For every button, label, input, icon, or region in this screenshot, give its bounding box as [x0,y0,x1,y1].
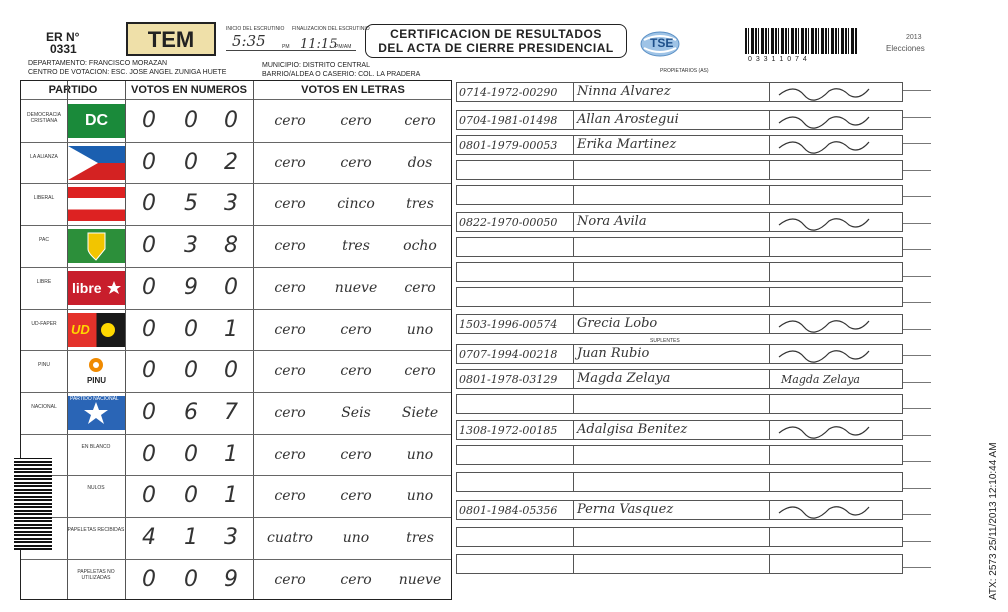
member-signature-cell [769,136,902,154]
barrio: BARRIO/ALDEA O CASERIO: COL. LA PRADERA [262,71,421,78]
vote-word: cero [340,363,372,380]
member-name: Magda Zelaya [577,371,671,386]
member-signature-cell [769,345,902,363]
results-table [20,80,452,600]
vote-word: cero [274,571,306,588]
row-rule [21,267,451,268]
member-id: 0707-1994-00218 [459,348,558,361]
vote-digit: 0 [142,191,156,217]
member-signature-cell [769,161,902,179]
member-row [456,110,903,130]
signature-scribble-icon [769,499,899,521]
row-rule [21,434,451,435]
member-name-cell [573,421,770,439]
divider [125,81,126,599]
pinu-sun-icon [68,354,125,388]
member-row [456,212,903,232]
row-rule [21,475,451,476]
vote-word: cero [274,363,306,380]
side-barcode [14,458,52,550]
member-name-cell [573,555,770,573]
barcode-number: 0 3 3 1 1 0 7 4 [748,56,808,63]
member-signature-cell [769,528,902,546]
member-signature-cell [769,395,902,413]
vote-word: Seis [341,404,371,421]
vote-word: tres [342,238,370,255]
member-id-cell [457,315,574,333]
side-rule [903,488,931,489]
side-rule [903,143,931,144]
party-flag [68,313,125,347]
vote-word: cero [404,363,436,380]
vote-digit: 1 [224,483,238,509]
member-name-cell [573,446,770,464]
vote-word: Siete [401,404,439,421]
vote-digit: 0 [142,316,156,342]
member-id-cell [457,136,574,154]
vote-digit: 0 [142,108,156,133]
party-name: PAPELETAS RECIBIDAS [67,527,125,533]
vote-word: cero [340,113,372,129]
vote-word: cero [340,488,372,505]
header-rule [21,99,451,100]
member-id-cell [457,263,574,281]
vote-word: cinco [337,196,375,213]
member-id-cell [457,446,574,464]
vote-word: tres [406,530,434,546]
member-signature-text: Magda Zelaya [781,373,860,386]
acta-number: 0331 [50,42,77,56]
tse-logo [640,30,688,58]
vote-word: uno [406,321,434,338]
member-signature-cell [769,213,902,231]
vote-word: dos [407,154,433,171]
vote-digit: 2 [224,149,238,175]
vote-word: cero [274,154,306,171]
vote-digit: 0 [184,316,198,342]
member-name-cell [573,288,770,306]
member-name: Ninna Alvarez [577,84,671,99]
vote-digit: 0 [142,566,156,592]
vote-digit: 0 [184,483,198,509]
member-name-cell [573,111,770,129]
side-rule [903,435,931,436]
member-row [456,287,903,307]
signature-scribble-icon [769,211,899,233]
vote-digit: 0 [184,441,198,467]
member-id-cell [457,213,574,231]
libre-star-icon [68,271,125,305]
tse-text: TSE [650,36,674,50]
vote-digit: 0 [142,441,156,467]
party-name: NACIONAL [31,403,57,410]
vote-digit: 0 [142,274,156,300]
side-rule [903,461,931,462]
centro-votacion: CENTRO DE VOTACION: ESC. JOSE ANGEL ZUNIGA HUETE [28,69,227,76]
pac-shield-icon [68,229,125,263]
vote-digit: 0 [142,399,156,425]
member-id: 1308-1972-00185 [459,424,558,437]
party-flag [68,354,125,388]
member-id: 0714-1972-00290 [459,86,558,99]
party-name: PAC [39,237,49,244]
member-id: 0801-1978-03129 [459,373,558,386]
side-rule [903,276,931,277]
vote-word: cero [340,446,372,463]
vote-word: uno [406,488,434,505]
vote-digit: 7 [224,399,238,425]
inicio-label: INICIO DEL ESCRUTINIO [226,26,285,32]
side-stamp: ATX: 2573 25/11/2013 12:10:44 AM [988,442,999,600]
member-row [456,314,903,334]
member-name-cell [573,161,770,179]
side-rule [903,382,931,383]
member-name: Allan Arostegui [577,112,679,127]
vote-digit: 3 [224,525,238,550]
inicio-time: 5:35 [232,32,266,50]
party-logo-text: UD [71,321,90,337]
party-flag [68,104,125,138]
row-rule [21,517,451,518]
member-name: Nora Avila [577,214,647,229]
row-rule [21,183,451,184]
vote-word: cero [274,321,306,338]
vote-digit: 0 [184,566,198,592]
vote-digit: 9 [184,274,198,300]
vote-word: cero [404,279,436,296]
member-name-cell [573,370,770,388]
member-id-cell [457,161,574,179]
row-rule [21,559,451,560]
fin-time: 11:15 [300,37,338,52]
vote-word: cero [340,321,372,338]
member-signature-cell [769,111,902,129]
party-flag [68,229,125,263]
acta-number-label: ER N° [46,30,80,44]
tem-badge: TEM [126,22,216,56]
side-rule [903,567,931,568]
member-signature-cell [769,288,902,306]
member-id: 0801-1979-00053 [459,139,558,152]
elecciones-logo [886,34,936,58]
member-signature-cell [769,370,902,388]
member-name-cell [573,345,770,363]
party-name: EN BLANCO [81,443,111,450]
member-row [456,527,903,547]
vote-word: cero [274,488,306,505]
member-name-cell [573,395,770,413]
vote-word: cero [274,279,306,296]
vote-word: cero [340,571,372,588]
member-row [456,262,903,282]
vote-digit: 6 [184,399,198,425]
party-name: DEMOCRACIA CRISTIANA [27,112,61,124]
party-flag [68,396,125,430]
row-rule [21,142,451,143]
member-name-cell [573,501,770,519]
member-id-cell [457,186,574,204]
vote-word: cero [274,238,306,255]
row-rule [21,225,451,226]
member-signature-cell [769,83,902,101]
member-id-cell [457,83,574,101]
member-name-cell [573,213,770,231]
vote-digit: 0 [184,108,198,133]
member-row [456,394,903,414]
member-id-cell [457,238,574,256]
member-name: Juan Rubio [577,346,650,361]
vote-word: uno [342,530,370,546]
member-signature-cell [769,501,902,519]
alianza-triangle-icon [68,146,125,180]
member-signature-cell [769,186,902,204]
member-name: Erika Martinez [577,137,677,152]
party-logo-text: DC [84,112,109,129]
party-name: LIBRE [36,278,52,285]
member-name-cell [573,83,770,101]
vote-digit: 0 [184,149,198,175]
member-name: Perna Vasquez [577,502,674,517]
member-row [456,500,903,520]
vote-digit: 0 [142,233,156,259]
member-id-cell [457,288,574,306]
member-row [456,237,903,257]
barcode [745,28,857,54]
party-flag [68,271,125,305]
side-rule [903,408,931,409]
row-rule [21,350,451,351]
member-name-cell [573,238,770,256]
col-votos-numeros: VOTOS EN NUMEROS [131,84,247,96]
member-row [456,554,903,574]
member-row [456,472,903,492]
party-name: LIBERAL [33,195,55,202]
member-row [456,135,903,155]
vote-word: uno [406,446,434,463]
vote-word: cero [274,113,306,129]
member-id: 0704-1981-01498 [459,114,558,127]
party-name: PINU [38,362,50,369]
party-name: NULOS [87,485,105,492]
vote-word: nueve [398,571,442,588]
col-votos-letras: VOTOS EN LETRAS [301,84,405,96]
certification-title [365,24,627,58]
member-name-cell [573,315,770,333]
member-signature-cell [769,473,902,491]
member-id-cell [457,370,574,388]
col-partido: PARTIDO [48,84,98,96]
members-table [453,80,903,600]
side-rule [903,223,931,224]
member-name-cell [573,528,770,546]
party-name: UD-FAPER [31,320,57,327]
vote-word: tres [406,196,434,213]
member-row [456,160,903,180]
vote-digit: 0 [184,358,198,384]
vote-word: cero [404,113,436,129]
vote-digit: 0 [142,149,156,175]
member-name-cell [573,473,770,491]
member-signature-cell [769,263,902,281]
row-rule [21,392,451,393]
time-underline [226,50,356,51]
side-rule [903,196,931,197]
ud-sun-icon [68,313,125,347]
side-rule [903,541,931,542]
member-row [456,369,903,389]
member-row [456,344,903,364]
party-logo-text: PARTIDO NACIONAL [70,395,119,402]
vote-word: cuatro [267,530,313,546]
member-signature-cell [769,555,902,573]
signature-scribble-icon [769,343,899,365]
municipio: MUNICIPIO: DISTRITO CENTRAL [262,62,370,69]
vote-digit: 1 [184,525,198,550]
side-rule [903,514,931,515]
member-id-cell [457,501,574,519]
member-name: Adalgisa Benitez [577,422,688,437]
divider [253,81,254,599]
vote-word: nueve [334,279,378,296]
member-signature-cell [769,421,902,439]
vote-digit: 0 [224,274,238,300]
vote-digit: 1 [224,441,238,467]
vote-digit: 8 [224,233,238,259]
side-rule [903,249,931,250]
side-rule [903,329,931,330]
fin-suffix: PM/AM [335,44,352,50]
member-row [456,420,903,440]
elecciones-text: Elecciones [886,44,925,53]
vote-digit: 0 [224,108,238,133]
row-rule [21,309,451,310]
party-logo-text: libre [72,279,102,296]
party-name: PAPELETAS NO UTILIZADAS [77,568,115,581]
vote-digit: 3 [224,191,238,217]
vote-word: cero [274,196,306,213]
signature-scribble-icon [769,81,899,103]
party-flag [68,187,125,221]
signature-scribble-icon [769,134,899,156]
member-id: 0801-1984-05356 [459,504,558,517]
vote-digit: 0 [224,358,238,384]
side-rule [903,355,931,356]
side-rule [903,302,931,303]
member-id: 1503-1996-00574 [459,318,558,331]
side-rule [903,170,931,171]
cert-title-line2: DEL ACTA DE CIERRE PRESIDENCIAL [378,41,614,55]
member-id-cell [457,395,574,413]
vote-digit: 3 [184,233,198,259]
side-rule [903,117,931,118]
member-id-cell [457,473,574,491]
member-id-cell [457,555,574,573]
party-name: LA ALIANZA [30,153,58,160]
vote-word: cero [274,404,306,421]
vote-digit: 0 [142,358,156,384]
member-id-cell [457,111,574,129]
member-id-cell [457,421,574,439]
member-name-cell [573,186,770,204]
member-row [456,445,903,465]
elecciones-year: 2013 [906,34,922,41]
member-signature-cell [769,446,902,464]
suplentes-label: SUPLENTES [650,338,680,344]
member-name-cell [573,263,770,281]
inicio-suffix: PM [282,44,290,50]
member-id: 0822-1970-00050 [459,216,558,229]
member-name-cell [573,136,770,154]
signature-scribble-icon [769,109,899,131]
vote-digit: 4 [142,525,156,550]
signature-scribble-icon [769,419,899,441]
member-id-cell [457,345,574,363]
member-id-cell [457,528,574,546]
vote-digit: 1 [224,316,238,342]
party-logo-text: PINU [86,376,107,386]
cert-title-line1: CERTIFICACION DE RESULTADOS [390,27,602,41]
vote-word: cero [340,154,372,171]
vote-digit: 0 [142,483,156,509]
member-row [456,82,903,102]
signature-scribble-icon [769,313,899,335]
vote-word: cero [274,446,306,463]
side-rule [903,90,931,91]
vote-digit: 5 [184,191,198,217]
nacional-star-icon [68,396,125,430]
party-flag [68,146,125,180]
vote-word: ocho [403,238,437,255]
member-signature-cell [769,238,902,256]
member-signature-cell [769,315,902,333]
vote-digit: 9 [224,566,238,592]
propietarios-label: PROPIETARIOS (AS) [660,68,709,74]
fin-label: FINALIZACION DEL ESCRUTINIO [292,26,370,32]
departamento: DEPARTAMENTO: FRANCISCO MORAZAN [28,60,168,67]
member-name: Grecia Lobo [577,316,658,331]
member-row [456,185,903,205]
